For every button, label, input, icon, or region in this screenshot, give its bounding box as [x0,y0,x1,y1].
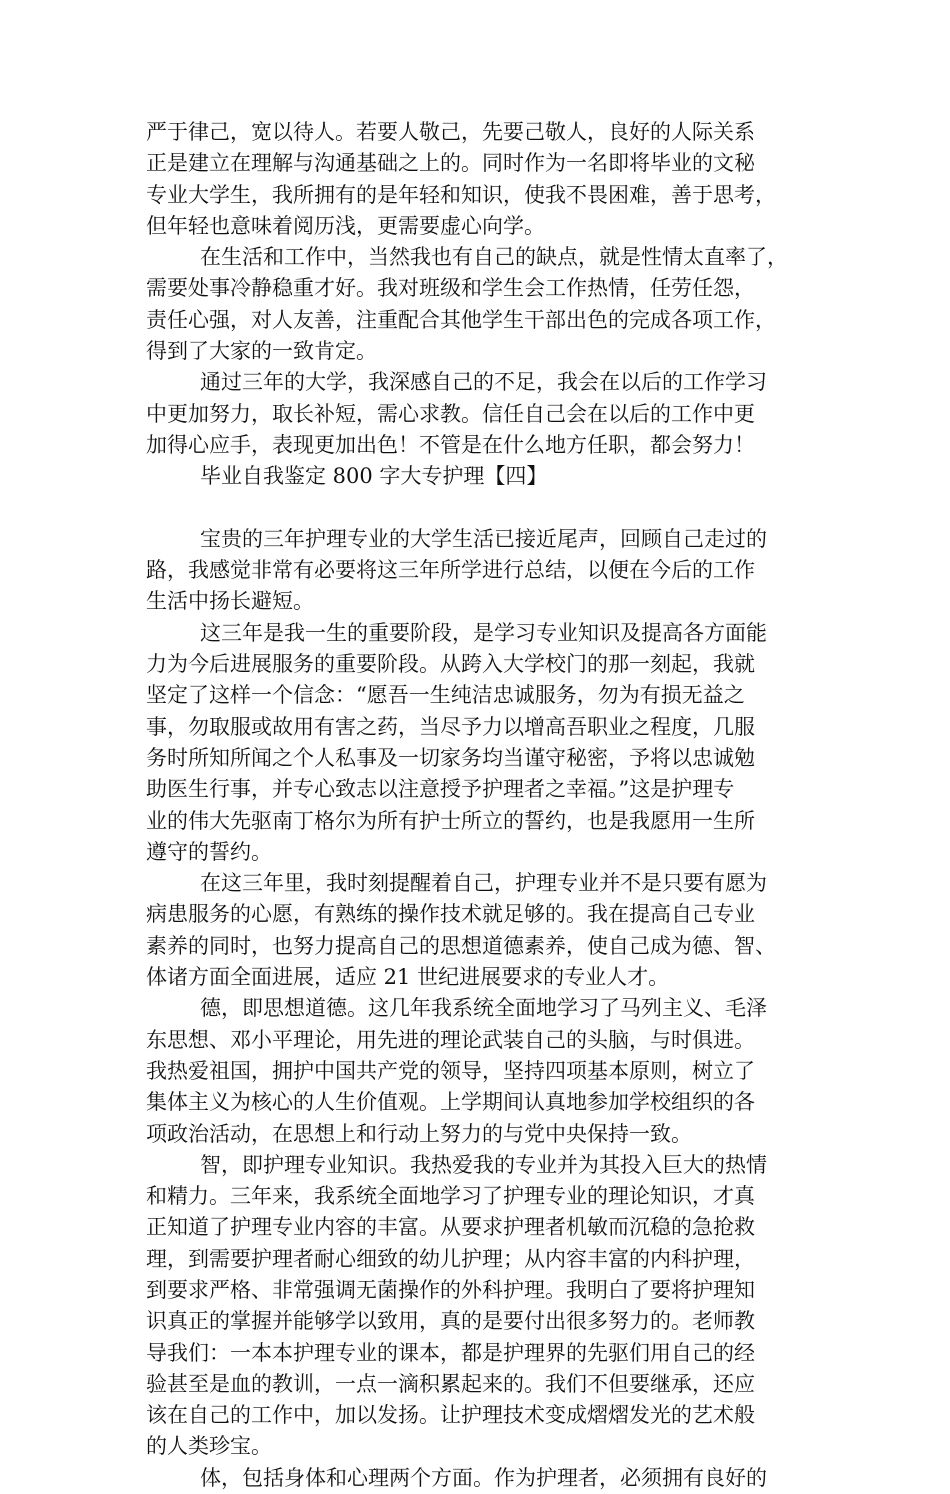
text-line: 和精力。三年来，我系统全面地学习了护理专业的理论知识，才真 [146,1184,755,1209]
text-line: 素养的同时，也努力提高自己的思想道德素养，使自己成为德、智、 [146,933,776,958]
text-line: 集体主义为核心的人生价值观。上学期间认真地参加学校组织的各 [146,1090,755,1115]
text-line: 务时所知所闻之个人私事及一切家务均当谨守秘密，予将以忠诚勉 [146,745,755,770]
text-line: 项政治活动，在思想上和行动上努力的与党中央保持一致。 [146,1121,692,1146]
text-line: 力为今后进展服务的重要阶段。从跨入大学校门的那一刻起，我就 [146,652,755,677]
text-line: 业的伟大先驱南丁格尔为所有护士所立的誓约，也是我愿用一生所 [146,808,755,833]
text-line: 德，即思想道德。这几年我系统全面地学习了马列主义、毛泽 [200,996,767,1021]
text-line: 生活中扬长避短。 [146,589,314,614]
text-line: 的人类珍宝。 [146,1434,272,1459]
text-line: 到要求严格、非常强调无菌操作的外科护理。我明白了要将护理知 [146,1277,755,1302]
text-line: 导我们：一本本护理专业的课本，都是护理界的先驱们用自己的经 [146,1340,755,1365]
text-line: 路，我感觉非常有必要将这三年所学进行总结，以便在今后的工作 [146,558,755,583]
text-line: 在生活和工作中，当然我也有自己的缺点，就是性情太直率了， [200,245,788,270]
body-part-1 [146,117,830,461]
text-line: 体，包括身体和心理两个方面。作为护理者，必须拥有良好的 [200,1465,767,1490]
text-line: 得到了大家的一致肯定。 [146,339,377,364]
text-line: 智，即护理专业知识。我热爱我的专业并为其投入巨大的热情 [200,1152,767,1177]
text-line: 该在自己的工作中，加以发扬。让护理技术变成熠熠发光的艺术般 [146,1403,755,1428]
text-line: 这三年是我一生的重要阶段，是学习专业知识及提高各方面能 [200,620,767,645]
text-line: 东思想、邓小平理论，用先进的理论武装自己的头脑，与时俱进。 [146,1027,755,1052]
text-line: 在这三年里，我时刻提醒着自己，护理专业并不是只要有愿为 [200,871,767,896]
text-line: 理，到需要护理者耐心细致的幼儿护理；从内容丰富的内科护理， [146,1246,755,1271]
text-line: 助医生行事，并专心致志以注意授予护理者之幸福。”这是护理专 [146,777,735,802]
text-line: 责任心强，对人友善，注重配合其他学生干部出色的完成各项工作， [146,307,776,332]
text-line: 但年轻也意味着阅历浅，更需要虚心向学。 [146,213,545,238]
text-line: 识真正的掌握并能够学以致用，真的是要付出很多努力的。老师教 [146,1309,755,1334]
text-line: 体诸方面全面进展，适应 21 世纪进展要求的专业人才。 [146,965,670,990]
document-body [146,117,830,1494]
section-heading: 毕业自我鉴定 800 字大专护理【四】 [200,464,548,489]
text-line: 坚定了这样一个信念：“愿吾一生纯洁忠诚服务，勿为有损无益之 [146,683,745,708]
text-line: 需要处事冷静稳重才好。我对班级和学生会工作热情，任劳任怨， [146,276,755,301]
text-line: 我热爱祖国，拥护中国共产党的领导，坚持四项基本原则，树立了 [146,1058,755,1083]
text-line: 加得心应手，表现更加出色！不管是在什么地方任职，都会努力！ [146,432,755,457]
text-line: 专业大学生，我所拥有的是年轻和知识，使我不畏困难，善于思考， [146,182,776,207]
text-line: 严于律己，宽以待人。若要人敬己，先要己敬人，良好的人际关系 [146,120,755,144]
text-line: 事，勿取服或故用有害之药，当尽予力以增高吾职业之程度，几服 [146,714,755,739]
text-line: 中更加努力，取长补短，需心求教。信任自己会在以后的工作中更 [146,401,755,426]
text-line: 正知道了护理专业内容的丰富。从要求护理者机敏而沉稳的急抢救 [146,1215,755,1240]
text-line: 宝贵的三年护理专业的大学生活已接近尾声，回顾自己走过的 [200,526,767,551]
text-line: 遵守的誓约。 [146,839,272,864]
body-part-2 [146,524,830,1494]
text-line: 病患服务的心愿，有熟练的操作技术就足够的。我在提高自己专业 [146,902,755,927]
text-line: 验甚至是血的教训，一点一滴积累起来的。我们不但要继承，还应 [146,1371,755,1396]
text-line: 通过三年的大学，我深感自己的不足，我会在以后的工作学习 [200,370,767,395]
blank-line [146,493,830,524]
text-line: 正是建立在理解与沟通基础之上的。同时作为一名即将毕业的文秘 [146,151,755,176]
